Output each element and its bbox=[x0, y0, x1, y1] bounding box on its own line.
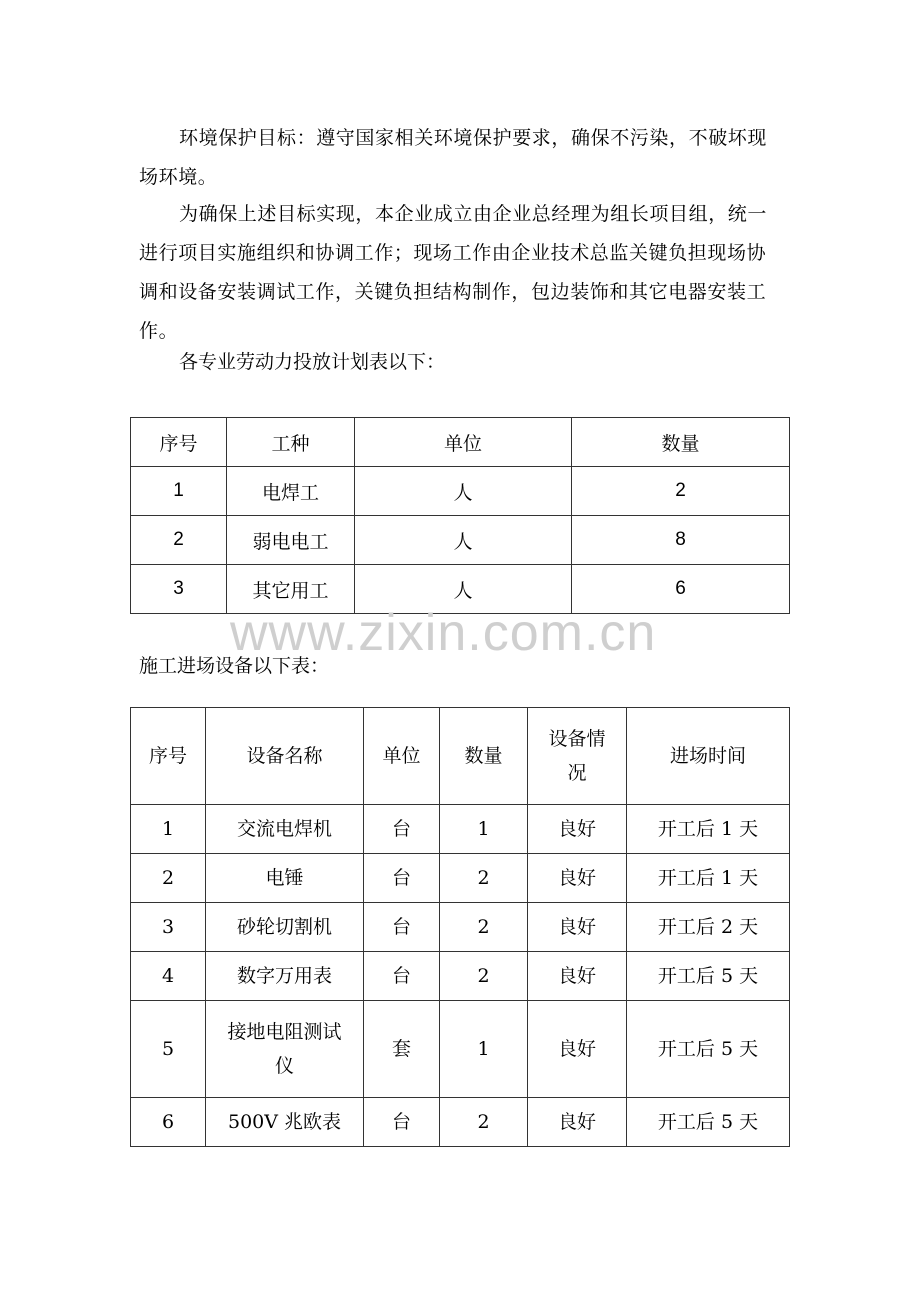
equipment-table bbox=[130, 707, 790, 1147]
table-row bbox=[131, 903, 790, 952]
table-cell: 3 bbox=[131, 565, 227, 614]
table-cell: 开工后 5 天 bbox=[627, 1001, 790, 1098]
table-cell: 良好 bbox=[528, 903, 627, 952]
table-cell: 数字万用表 bbox=[206, 952, 364, 1001]
table-cell: 台 bbox=[364, 854, 440, 903]
header-cell: 数量 bbox=[572, 418, 790, 467]
table-cell: 2 bbox=[440, 903, 528, 952]
table-cell: 台 bbox=[364, 1098, 440, 1147]
table-cell: 4 bbox=[131, 952, 206, 1001]
table-cell: 2 bbox=[440, 854, 528, 903]
watermark-text: www.zixin.com.cn bbox=[230, 604, 657, 662]
table-cell: 2 bbox=[572, 467, 790, 516]
table-cell: 良好 bbox=[528, 1001, 627, 1098]
table-cell: 人 bbox=[355, 516, 572, 565]
table-cell: 人 bbox=[355, 467, 572, 516]
table-row bbox=[131, 854, 790, 903]
table-header-row bbox=[131, 708, 790, 805]
table-cell: 2 bbox=[440, 952, 528, 1001]
table-cell: 开工后 1 天 bbox=[627, 805, 790, 854]
header-cell: 设备名称 bbox=[206, 708, 364, 805]
table-cell: 良好 bbox=[528, 952, 627, 1001]
env-goal-paragraph: 环境保护目标：遵守国家相关环境保护要求，确保不污染，不破坏现场环境。 bbox=[139, 127, 768, 188]
table-cell: 弱电电工 bbox=[227, 516, 355, 565]
header-cell: 数量 bbox=[440, 708, 528, 805]
organization-paragraph: 为确保上述目标实现，本企业成立由企业总经理为组长项目组，统一进行项目实施组织和协调工作；现场工作由企业技术总监关键负担现场协调和设备安装调试工作，关键负担结构制作，包边装饰和其它电器安装工作。 bbox=[139, 203, 768, 342]
table-cell: 2 bbox=[440, 1098, 528, 1147]
table-cell: 2 bbox=[131, 516, 227, 565]
labor-intro-text: 各专业劳动力投放计划表以下： bbox=[179, 351, 446, 373]
header-cell: 设备情况 bbox=[528, 708, 627, 805]
header-cell: 工种 bbox=[227, 418, 355, 467]
table-row bbox=[131, 516, 790, 565]
table-cell: 台 bbox=[364, 903, 440, 952]
table-cell: 6 bbox=[572, 565, 790, 614]
table-cell: 人 bbox=[355, 565, 572, 614]
table-row bbox=[131, 1001, 790, 1098]
header-cell: 序号 bbox=[131, 418, 227, 467]
labor-plan-table bbox=[130, 417, 790, 614]
table-cell: 台 bbox=[364, 952, 440, 1001]
table-cell: 其它用工 bbox=[227, 565, 355, 614]
table-cell: 1 bbox=[440, 1001, 528, 1098]
table-cell: 交流电焊机 bbox=[206, 805, 364, 854]
table-cell: 500V 兆欧表 bbox=[206, 1098, 364, 1147]
equipment-intro-text: 施工进场设备以下表： bbox=[139, 655, 330, 677]
header-cell: 单位 bbox=[355, 418, 572, 467]
table-cell: 2 bbox=[131, 854, 206, 903]
table-cell: 电锤 bbox=[206, 854, 364, 903]
table-cell: 5 bbox=[131, 1001, 206, 1098]
table-cell: 1 bbox=[440, 805, 528, 854]
table-cell: 开工后 5 天 bbox=[627, 1098, 790, 1147]
table-cell: 良好 bbox=[528, 854, 627, 903]
table-cell: 6 bbox=[131, 1098, 206, 1147]
header-cell: 单位 bbox=[364, 708, 440, 805]
table-cell: 开工后 1 天 bbox=[627, 854, 790, 903]
header-cell: 序号 bbox=[131, 708, 206, 805]
table-row bbox=[131, 805, 790, 854]
table-header-row bbox=[131, 418, 790, 467]
table-row bbox=[131, 952, 790, 1001]
table-cell: 良好 bbox=[528, 805, 627, 854]
table-cell: 3 bbox=[131, 903, 206, 952]
table-cell: 开工后 5 天 bbox=[627, 952, 790, 1001]
header-cell: 进场时间 bbox=[627, 708, 790, 805]
table-cell: 台 bbox=[364, 805, 440, 854]
table-cell: 8 bbox=[572, 516, 790, 565]
table-row bbox=[131, 467, 790, 516]
table-cell: 套 bbox=[364, 1001, 440, 1098]
table-cell: 良好 bbox=[528, 1098, 627, 1147]
table-cell: 接地电阻测试仪 bbox=[206, 1001, 364, 1098]
table-cell: 1 bbox=[131, 805, 206, 854]
table-cell: 开工后 2 天 bbox=[627, 903, 790, 952]
table-cell: 砂轮切割机 bbox=[206, 903, 364, 952]
table-cell: 电焊工 bbox=[227, 467, 355, 516]
table-cell: 1 bbox=[131, 467, 227, 516]
table-row bbox=[131, 1098, 790, 1147]
